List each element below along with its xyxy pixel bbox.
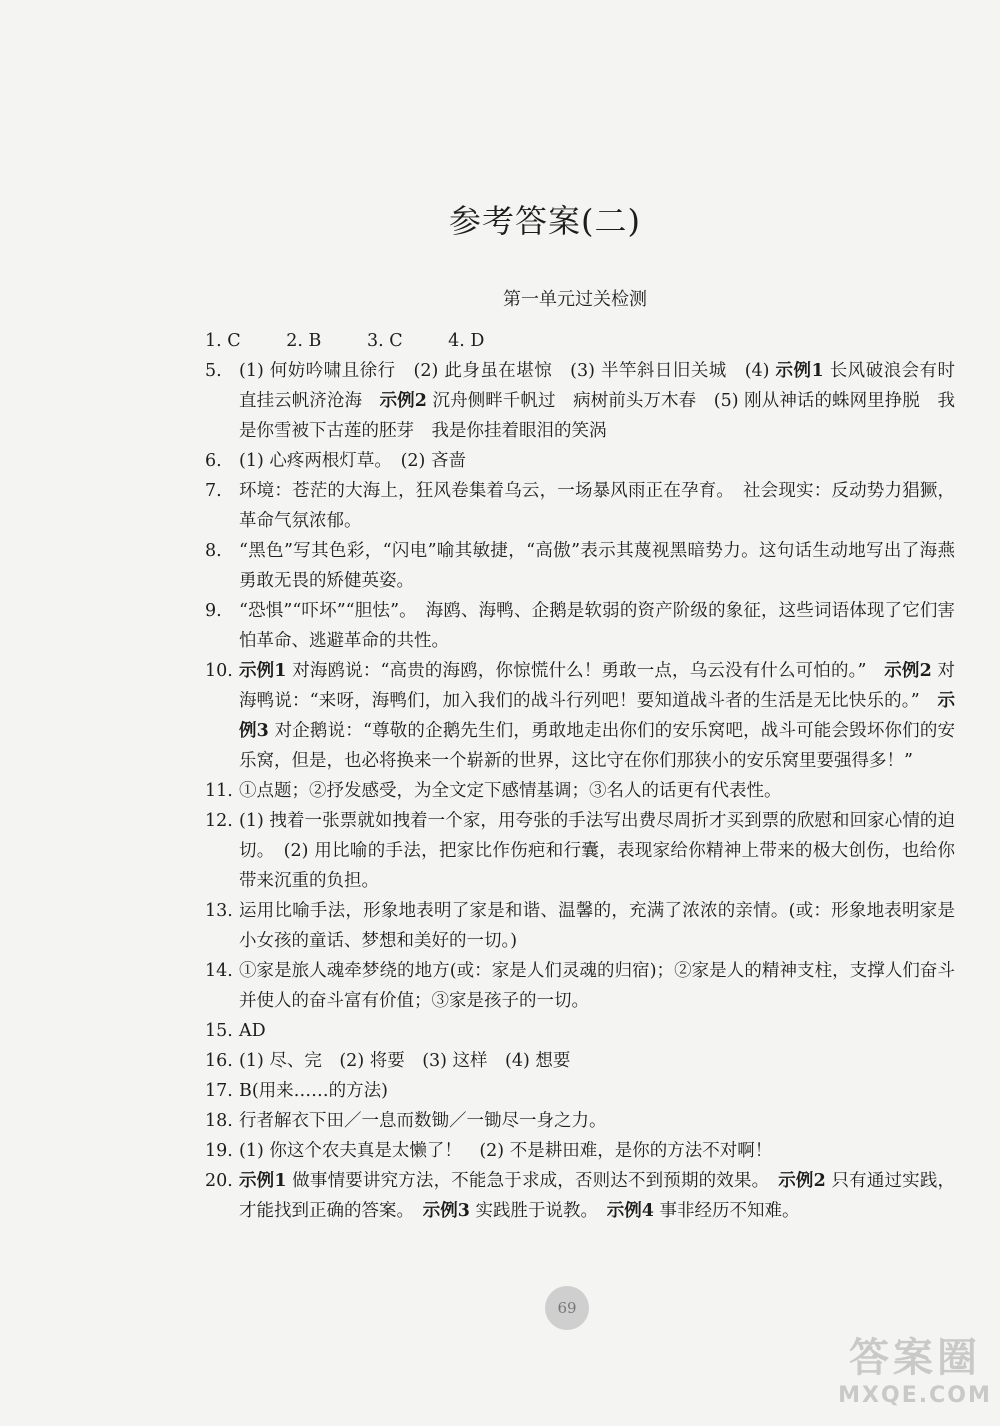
answer-number: 5. (205, 361, 222, 381)
answer-item (205, 806, 955, 896)
answer-text (239, 1166, 955, 1226)
answer-text-part: “恐惧”“吓坏”“胆怯”。 海鸥、海鸭、企鹅是软弱的资产阶级的象征，这些词语体现了它们害怕革命、逃避革命的共性。 (239, 601, 955, 651)
answer-number: 15. (205, 1021, 233, 1041)
answer-number: 8. (205, 541, 222, 561)
answer-number: 11. (205, 781, 233, 801)
answer-item (205, 1136, 955, 1166)
answer-number: 17. (205, 1081, 233, 1101)
answer-number: 7. (205, 481, 222, 501)
answer-text-part: 对海鸥说：“高贵的海鸥，你惊慌什么！勇敢一点，乌云没有什么可怕的。” (286, 661, 885, 681)
answer-text-part: (1) 拽着一张票就如拽着一个家，用夸张的手法写出费尽周折才买到票的欣慰和回家心情的迫切。 (2) 用比喻的手法，把家比作伤疤和行囊，表现家给你精神上带来的极大创伤，也给你带来沉重的负担。 (239, 811, 955, 891)
answer-text-part: 只有通过实践，才能找到正确的答案。 (239, 1171, 955, 1221)
answer-number: 6. (205, 451, 222, 471)
example-label: 示例4 (606, 1201, 654, 1221)
answer-text-part: 运用比喻手法，形象地表明了家是和谐、温馨的，充满了浓浓的亲情。(或：形象地表明家是小女孩的童话、梦想和美好的一切。) (239, 901, 955, 951)
answer-text-part: (1) 何妨吟啸且徐行 (2) 此身虽在堪惊 (3) 半竿斜日旧关城 (4) (239, 361, 776, 381)
answer-4: 4. D (448, 331, 485, 351)
watermark-sub: MXQE.COM (838, 1383, 992, 1408)
answer-text (239, 806, 955, 896)
answer-text-part: 事非经历不知难。 (653, 1201, 800, 1221)
answer-text (239, 656, 955, 776)
answer-text (239, 956, 955, 1016)
answer-text-part: B(用来……的方法) (239, 1081, 389, 1101)
answer-text-part: 沉舟侧畔千帆过 病树前头万木春 (5) 刚从神话的蛛网里挣脱 我是你雪被下古莲的胚芽 我是你挂着眼泪的笑涡 (239, 391, 955, 441)
example-label: 示例3 (422, 1201, 470, 1221)
answer-item (205, 596, 955, 656)
answer-item (205, 776, 955, 806)
answer-item (205, 536, 955, 596)
answer-text-part: 环境：苍茫的大海上，狂风卷集着乌云，一场暴风雨正在孕育。 社会现实：反动势力猖獗，革命气氛浓郁。 (239, 481, 955, 531)
answer-number: 20. (205, 1171, 233, 1191)
answer-number: 13. (205, 901, 233, 921)
page-number: 69 (545, 1286, 589, 1330)
answer-text-part: 行者解衣下田／一息而数锄／一锄尽一身之力。 (239, 1111, 607, 1131)
answer-item (205, 896, 955, 956)
answer-number: 9. (205, 601, 222, 621)
watermark-logo (835, 1334, 995, 1420)
answer-number: 10. (205, 661, 233, 681)
answer-1: 1. C (205, 331, 241, 351)
answer-item (205, 446, 955, 476)
answer-text (239, 476, 955, 536)
answer-number: 19. (205, 1141, 233, 1161)
answer-text (239, 1076, 955, 1106)
answer-item (205, 1166, 955, 1226)
answer-3: 3. C (366, 331, 403, 351)
answer-number: 12. (205, 811, 233, 831)
answer-text-part: ①家是旅人魂牵梦绕的地方(或：家是人们灵魂的归宿)；②家是人的精神支柱，支撑人们奋斗并使人的奋斗富有价值；③家是孩子的一切。 (239, 961, 955, 1011)
example-label: 示例1 (239, 661, 287, 681)
answer-number: 18. (205, 1111, 233, 1131)
example-label: 示例2 (778, 1171, 826, 1191)
watermark-main: 答案圈 (849, 1335, 981, 1381)
example-label: 示例1 (775, 361, 824, 381)
answer-text (239, 1106, 955, 1136)
answer-text-part: “黑色”写其色彩，“闪电”喻其敏捷，“高傲”表示其蔑视黑暗势力。这句话生动地写出了海燕勇敢无畏的矫健英姿。 (239, 541, 955, 591)
answer-2: 2. B (286, 331, 322, 351)
answer-text (239, 446, 955, 476)
answer-text (239, 896, 955, 956)
answer-item (205, 656, 955, 776)
answer-text-part: 对海鸭说：“来呀，海鸭们，加入我们的战斗行列吧！要知道战斗者的生活是无比快乐的。” (239, 661, 955, 711)
answer-text-part: (1) 你这个农夫真是太懒了！ (2) 不是耕田难，是你的方法不对啊！ (239, 1141, 773, 1161)
answer-item (205, 356, 973, 446)
answer-text (239, 1016, 955, 1046)
answers-container (205, 356, 973, 1226)
answer-text-part: AD (239, 1021, 266, 1041)
example-label: 示例1 (239, 1171, 287, 1191)
answer-list (205, 326, 973, 1226)
answer-text (239, 596, 955, 656)
answer-item (205, 1106, 955, 1136)
answer-number: 14. (205, 961, 233, 981)
answer-number: 16. (205, 1051, 233, 1071)
example-label: 示例2 (379, 391, 427, 411)
answer-row-1-4 (205, 326, 955, 356)
answer-text-part: 对企鹅说：“尊敬的企鹅先生们，勇敢地走出你们的安乐窝吧，战斗可能会毁坏你们的安乐窝，但是，也必将换来一个崭新的世界，这比守在你们那狭小的安乐窝里要强得多！” (239, 721, 955, 771)
answer-item (205, 476, 955, 536)
answer-text (239, 356, 973, 446)
answer-item (205, 1076, 955, 1106)
answer-text (239, 1136, 955, 1166)
answer-text-part: ①点题；②抒发感受，为全文定下感情基调；③名人的话更有代表性。 (239, 781, 782, 801)
page-title: 参考答案(二) (449, 202, 641, 240)
answer-text-part: 实践胜于说教。 (469, 1201, 607, 1221)
answer-text (239, 776, 955, 806)
answer-text-part: (1) 心疼两根灯草。 (2) 吝啬 (239, 451, 466, 471)
example-label: 示例2 (884, 661, 932, 681)
section-subtitle: 第一单元过关检测 (503, 289, 647, 310)
example-label: 示例3 (239, 691, 955, 741)
answer-item (205, 956, 955, 1016)
answer-text (239, 1046, 955, 1076)
answer-text-part: (1) 尽、完 (2) 将要 (3) 这样 (4) 想要 (239, 1051, 571, 1071)
answer-item (205, 1016, 955, 1046)
answer-text (239, 536, 955, 596)
answer-text-part: 做事情要讲究方法，不能急于求成，否则达不到预期的效果。 (286, 1171, 779, 1191)
answer-item (205, 1046, 955, 1076)
answer-text-part: 长风破浪会有时 直挂云帆济沧海 (239, 361, 973, 411)
